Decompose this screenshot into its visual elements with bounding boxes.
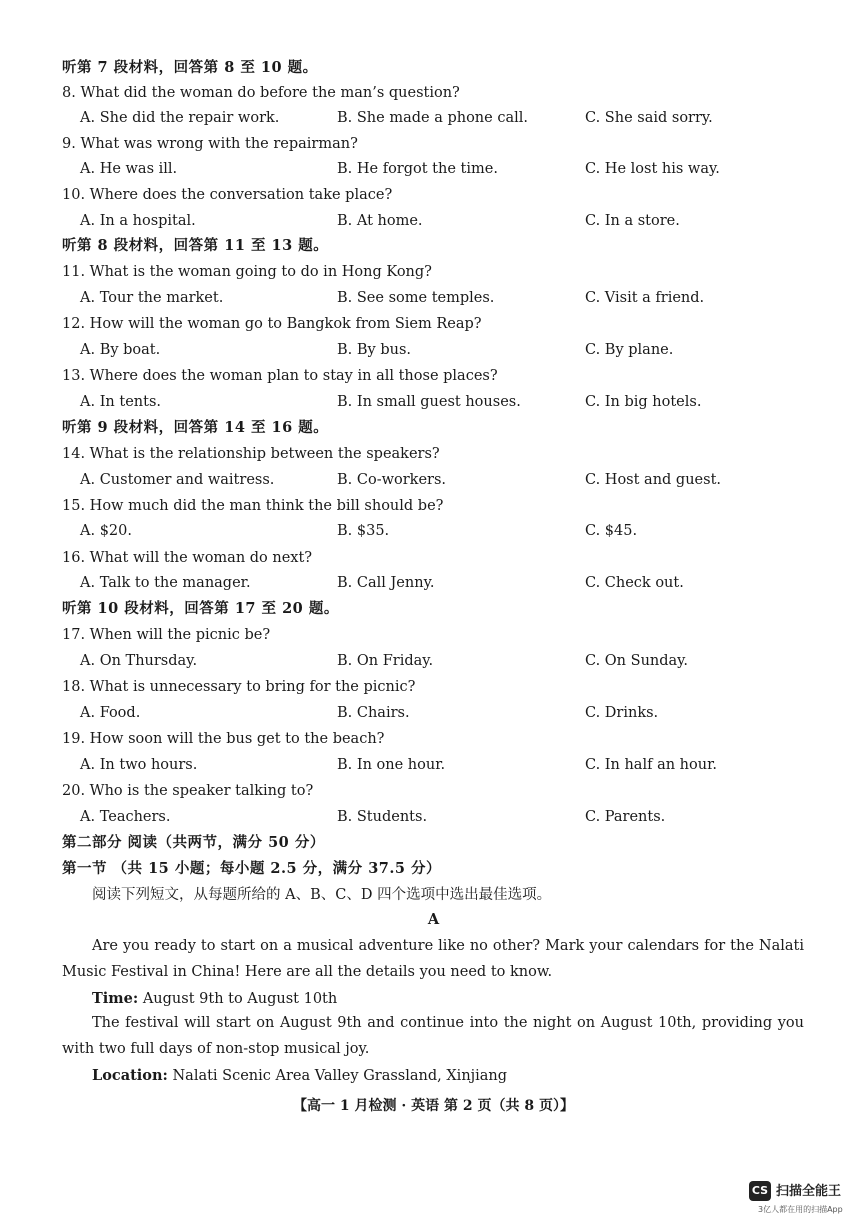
section-heading-10: 听第 10 段材料，回答第 17 至 20 题。	[62, 600, 339, 617]
question-12: 12. How will the woman go to Bangkok from Siem Reap?	[62, 316, 482, 332]
question-16-option-b: B. Call Jenny.	[337, 575, 435, 591]
question-8-option-a: A. She did the repair work.	[80, 110, 280, 126]
question-13-option-c: C. In big hotels.	[585, 394, 702, 410]
question-16: 16. What will the woman do next?	[62, 550, 313, 566]
section-heading-9: 听第 9 段材料，回答第 14 至 16 题。	[62, 419, 329, 436]
question-11-option-a: A. Tour the market.	[80, 290, 224, 306]
question-17-option-c: C. On Sunday.	[585, 653, 689, 669]
camscanner-title: 扫描全能王	[776, 1184, 842, 1199]
question-8-option-b: B. She made a phone call.	[337, 110, 528, 126]
question-10-option-b: B. At home.	[337, 213, 423, 229]
question-19-option-a: A. In two hours.	[80, 757, 198, 773]
question-11-option-c: C. Visit a friend.	[585, 290, 705, 306]
time-label: Time:	[92, 990, 139, 1007]
question-12-option-c: C. By plane.	[585, 342, 674, 358]
reading-instruction: 阅读下列短文，从每题所给的 A、B、C、D 四个选项中选出最佳选项。	[92, 887, 552, 903]
question-16-option-a: A. Talk to the manager.	[80, 575, 251, 591]
question-10-option-a: A. In a hospital.	[80, 213, 196, 229]
question-19: 19. How soon will the bus get to the beach?	[62, 731, 385, 747]
question-10-option-c: C. In a store.	[585, 213, 680, 229]
time-value: August 9th to August 10th	[142, 991, 338, 1007]
question-19-option-b: B. In one hour.	[337, 757, 446, 773]
question-8: 8. What did the woman do before the man’s question?	[62, 85, 460, 101]
question-15: 15. How much did the man think the bill should be?	[62, 498, 444, 514]
question-14-option-a: A. Customer and waitress.	[80, 472, 275, 488]
question-9-option-b: B. He forgot the time.	[337, 161, 498, 177]
passage-paragraph-1: Are you ready to start on a musical adventure like no other? Mark your calendars for the Nalati Music Festival in China! Here are all the details you need to know.	[62, 938, 804, 980]
part2-title: 第二部分 阅读（共两节，满分 50 分）	[62, 834, 325, 851]
question-18: 18. What is unnecessary to bring for the picnic?	[62, 679, 416, 695]
question-9-option-a: A. He was ill.	[80, 161, 178, 177]
question-17: 17. When will the picnic be?	[62, 627, 271, 643]
page-footer: 【高一 1 月检测 · 英语 第 2 页（共 8 页）】	[293, 1098, 574, 1114]
part2-section1-title: 第一节 （共 15 小题；每小题 2.5 分，满分 37.5 分）	[62, 860, 442, 877]
question-20-option-c: C. Parents.	[585, 809, 666, 825]
question-18-option-c: C. Drinks.	[585, 705, 659, 721]
question-10: 10. Where does the conversation take place?	[62, 187, 393, 203]
question-13-option-a: A. In tents.	[80, 394, 161, 410]
question-20-option-b: B. Students.	[337, 809, 428, 825]
question-9: 9. What was wrong with the repairman?	[62, 136, 358, 152]
camscanner-subtitle: 3亿人都在用的扫描App	[758, 1205, 843, 1214]
question-18-option-b: B. Chairs.	[337, 705, 410, 721]
camscanner-logo-icon: CS	[749, 1181, 771, 1201]
location-row	[92, 1066, 507, 1086]
passage-letter: A	[427, 911, 440, 928]
question-15-option-b: B. $35.	[337, 523, 390, 539]
question-16-option-c: C. Check out.	[585, 575, 684, 591]
location-label: Location:	[92, 1067, 168, 1084]
question-15-option-a: A. $20.	[80, 523, 132, 539]
question-20-option-a: A. Teachers.	[80, 809, 171, 825]
question-17-option-a: A. On Thursday.	[80, 653, 198, 669]
question-15-option-c: C. $45.	[585, 523, 638, 539]
question-11: 11. What is the woman going to do in Hong Kong?	[62, 264, 432, 280]
question-20: 20. Who is the speaker talking to?	[62, 783, 314, 799]
question-14-option-b: B. Co-workers.	[337, 472, 447, 488]
time-row	[92, 989, 337, 1009]
location-value: Nalati Scenic Area Valley Grassland, Xinjiang	[172, 1068, 508, 1084]
question-14: 14. What is the relationship between the speakers?	[62, 446, 440, 462]
passage-paragraph-2: The festival will start on August 9th and continue into the night on August 10th, providing you with two full days of non-stop musical joy.	[62, 1015, 804, 1057]
question-8-option-c: C. She said sorry.	[585, 110, 713, 126]
question-18-option-a: A. Food.	[80, 705, 141, 721]
section-heading-8: 听第 8 段材料，回答第 11 至 13 题。	[62, 237, 329, 254]
question-11-option-b: B. See some temples.	[337, 290, 495, 306]
question-9-option-c: C. He lost his way.	[585, 161, 720, 177]
section-heading-7: 听第 7 段材料，回答第 8 至 10 题。	[62, 59, 318, 76]
question-17-option-b: B. On Friday.	[337, 653, 434, 669]
question-12-option-a: A. By boat.	[80, 342, 161, 358]
question-13: 13. Where does the woman plan to stay in all those places?	[62, 368, 498, 384]
question-14-option-c: C. Host and guest.	[585, 472, 722, 488]
question-12-option-b: B. By bus.	[337, 342, 412, 358]
question-13-option-b: B. In small guest houses.	[337, 394, 521, 410]
question-19-option-c: C. In half an hour.	[585, 757, 718, 773]
